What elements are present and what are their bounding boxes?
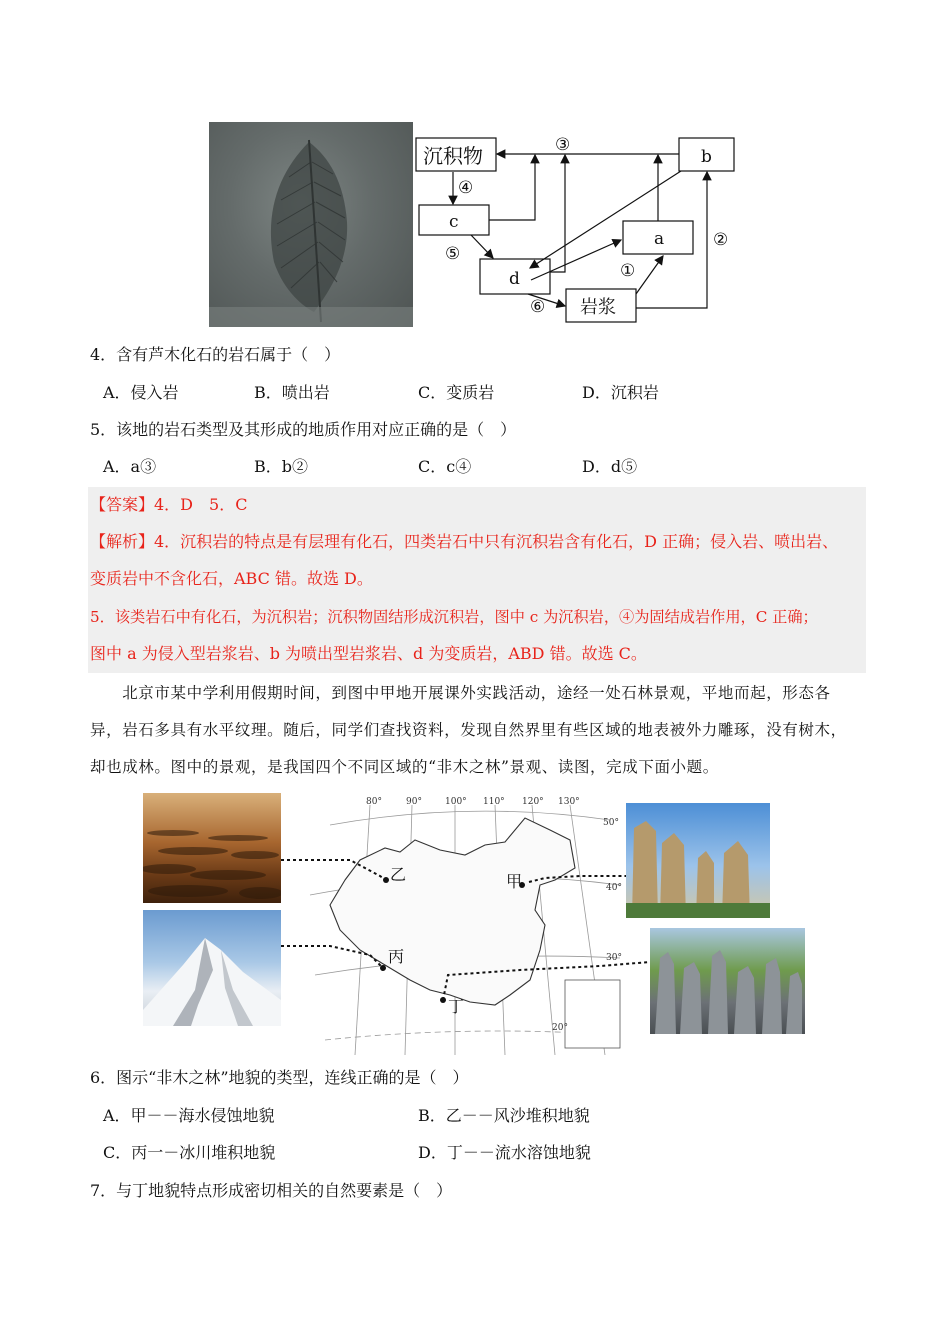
lon-90-label: 90° [406,797,422,807]
connector-jia [529,876,626,882]
label-d: d [509,269,520,289]
label-c: c [449,212,459,232]
answer-line: 【答案】4．D 5．C [90,495,248,514]
place-ding: 丁 [448,997,465,1016]
q5-option-a[interactable]: A．a③ [103,457,157,476]
q4-option-b[interactable]: B．喷出岩 [254,383,330,402]
question-5-stem: 5．该地的岩石类型及其形成的地质作用对应正确的是（ ） [90,420,517,439]
lon-130-label: 130° [558,797,580,807]
question-6-stem: 6．图示“非木之林”地貌的类型，连线正确的是（ ） [90,1068,469,1087]
label-3: ③ [555,135,571,155]
lat-20-label: 20° [552,1023,568,1033]
label-sediment: 沉积物 [423,144,483,168]
q5-option-d[interactable]: D．d⑤ [582,457,638,476]
q5-option-b[interactable]: B．b② [254,457,309,476]
place-jia: 甲 [506,872,523,891]
q6-option-d[interactable]: D．丁－－流水溶蚀地貌 [418,1143,591,1162]
label-a: a [654,229,665,249]
lat-30-label: 30° [606,953,622,963]
q5-option-c[interactable]: C．c④ [418,457,472,476]
passage-line-3: 却也成林。图中的景观，是我国四个不同区域的“非木之林”景观、读图，完成下面小题。 [90,758,719,776]
place-yi: 乙 [390,865,407,884]
q4-option-c[interactable]: C．变质岩 [418,383,495,402]
q6-option-b[interactable]: B．乙－－风沙堆积地貌 [418,1106,590,1125]
lat-40-label: 40° [606,883,622,893]
lon-100-label: 100° [445,797,467,807]
lon-80-label: 80° [366,797,382,807]
label-4: ④ [458,178,474,198]
analysis-line-1: 【解析】4．沉积岩的特点是有层理有化石，四类岩石中只有沉积岩含有化石，D 正确；侵入岩、喷出岩、 [90,532,839,551]
passage-line-2: 异，岩石多具有水平纹理。随后，同学们查找资料，发现自然界里有些区域的地表被外力雕琢，没有树木， [90,721,847,739]
analysis-line-3: 5．该类岩石中有化石，为沉积岩；沉积物固结形成沉积岩，图中 c 为沉积岩，④为固结成岩作用，C 正确； [90,608,818,626]
connector-yi [281,860,386,880]
q4-option-d[interactable]: D．沉积岩 [582,383,659,402]
question-4-stem: 4．含有芦木化石的岩石属于（ ） [90,345,341,364]
connector-ding [443,962,650,1000]
lon-110-label: 110° [483,797,505,807]
label-magma: 岩浆 [580,297,616,318]
label-5: ⑤ [445,244,461,264]
q6-option-a[interactable]: A．甲－－海水侵蚀地貌 [103,1106,275,1125]
lon-120-label: 120° [522,797,544,807]
lat-50-label: 50° [603,818,619,828]
analysis-line-2: 变质岩中不含化石，ABC 错。故选 D。 [90,569,373,588]
label-6: ⑥ [530,297,546,317]
question-7-stem: 7．与丁地貌特点形成密切相关的自然要素是（ ） [90,1181,453,1200]
label-b: b [701,147,712,167]
analysis-line-4: 图中 a 为侵入型岩浆岩、b 为喷出型岩浆岩、d 为变质岩，ABD 错。故选 C。 [90,644,647,663]
q4-option-a[interactable]: A．侵入岩 [103,383,179,402]
label-1: ① [620,261,636,281]
place-bing: 丙 [388,947,405,966]
q6-option-c[interactable]: C．丙一－冰川堆积地貌 [103,1143,276,1162]
connector-bing [281,946,383,968]
label-2: ② [713,230,729,250]
passage-line-1: 北京市某中学利用假期时间，到图中甲地开展课外实践活动，途经一处石林景观，平地而起，形态各 [90,684,831,702]
